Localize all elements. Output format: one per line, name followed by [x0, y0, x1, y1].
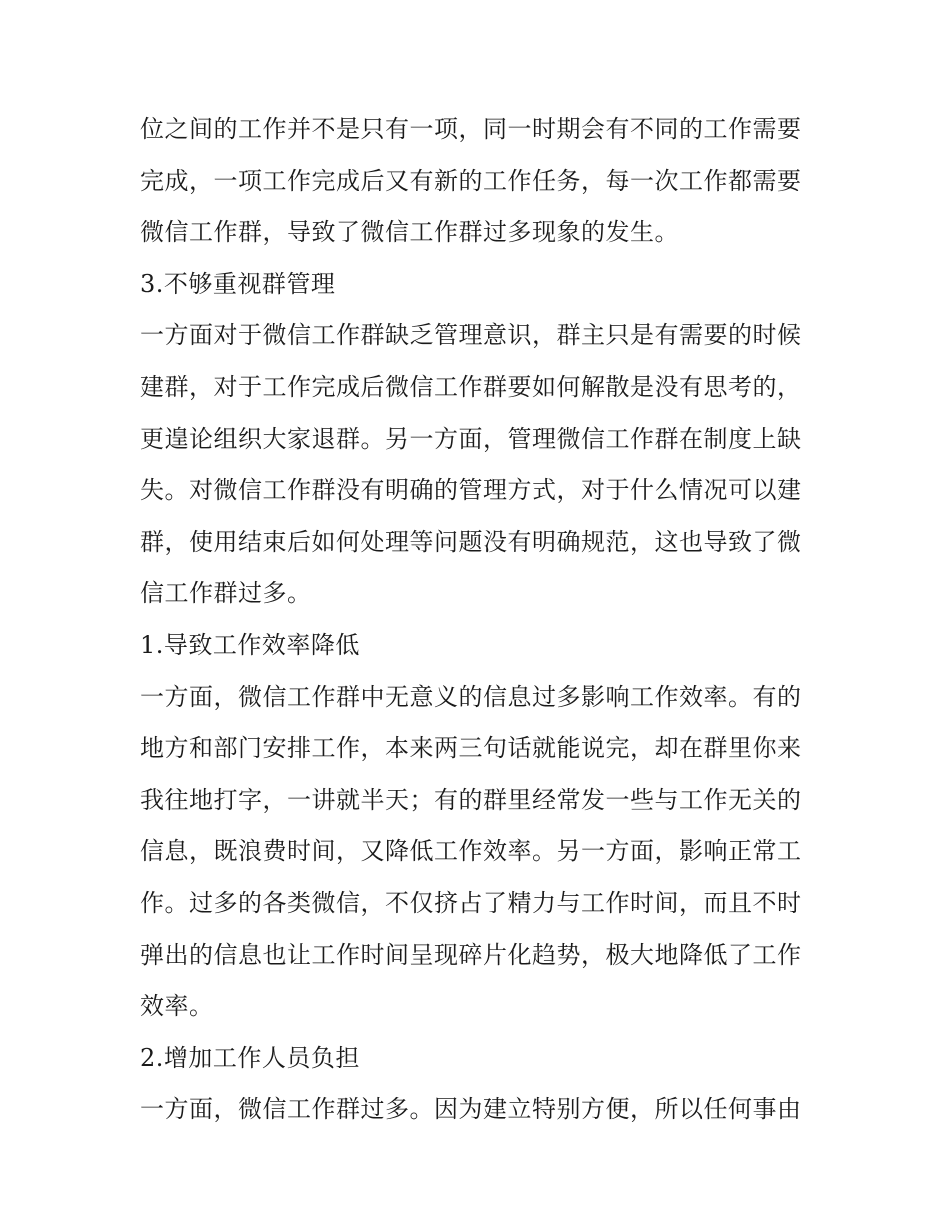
section-heading: 2.增加工作人员负担: [140, 1043, 360, 1072]
text-line: 完成，一项工作完成后又有新的工作任务，每一次工作都需要: [140, 166, 802, 195]
text-line: 建群，对于工作完成后微信工作群要如何解散是没有思考的，: [140, 372, 802, 401]
text-line: 地方和部门安排工作，本来两三句话就能说完，却在群里你来: [140, 734, 802, 763]
text-line: 一方面，微信工作群过多。因为建立特别方便，所以任何事由: [140, 1095, 802, 1124]
text-line: 群，使用结束后如何处理等问题没有明确规范，这也导致了微: [140, 527, 802, 556]
text-line: 我往地打字，一讲就半天；有的群里经常发一些与工作无关的: [140, 785, 802, 814]
section-heading: 3.不够重视群管理: [140, 269, 336, 298]
text-line: 弹出的信息也让工作时间呈现碎片化趋势，极大地降低了工作: [140, 940, 802, 969]
text-line: 一方面，微信工作群中无意义的信息过多影响工作效率。有的: [140, 682, 802, 711]
text-line: 更遑论组织大家退群。另一方面，管理微信工作群在制度上缺: [140, 424, 802, 453]
text-line: 信工作群过多。: [140, 579, 312, 608]
document-body: [140, 104, 812, 1136]
text-line: 微信工作群，导致了微信工作群过多现象的发生。: [140, 218, 679, 247]
section-heading: 1.导致工作效率降低: [140, 630, 360, 659]
text-line: 作。过多的各类微信，不仅挤占了精力与工作时间，而且不时: [140, 888, 802, 917]
text-line: 一方面对于微信工作群缺乏管理意识，群主只是有需要的时候: [140, 321, 802, 350]
text-line: 效率。: [140, 992, 214, 1021]
text-line: 失。对微信工作群没有明确的管理方式，对于什么情况可以建: [140, 476, 802, 505]
text-line: 位之间的工作并不是只有一项，同一时期会有不同的工作需要: [140, 115, 802, 143]
text-line: 信息，既浪费时间，又降低工作效率。另一方面，影响正常工: [140, 837, 802, 866]
